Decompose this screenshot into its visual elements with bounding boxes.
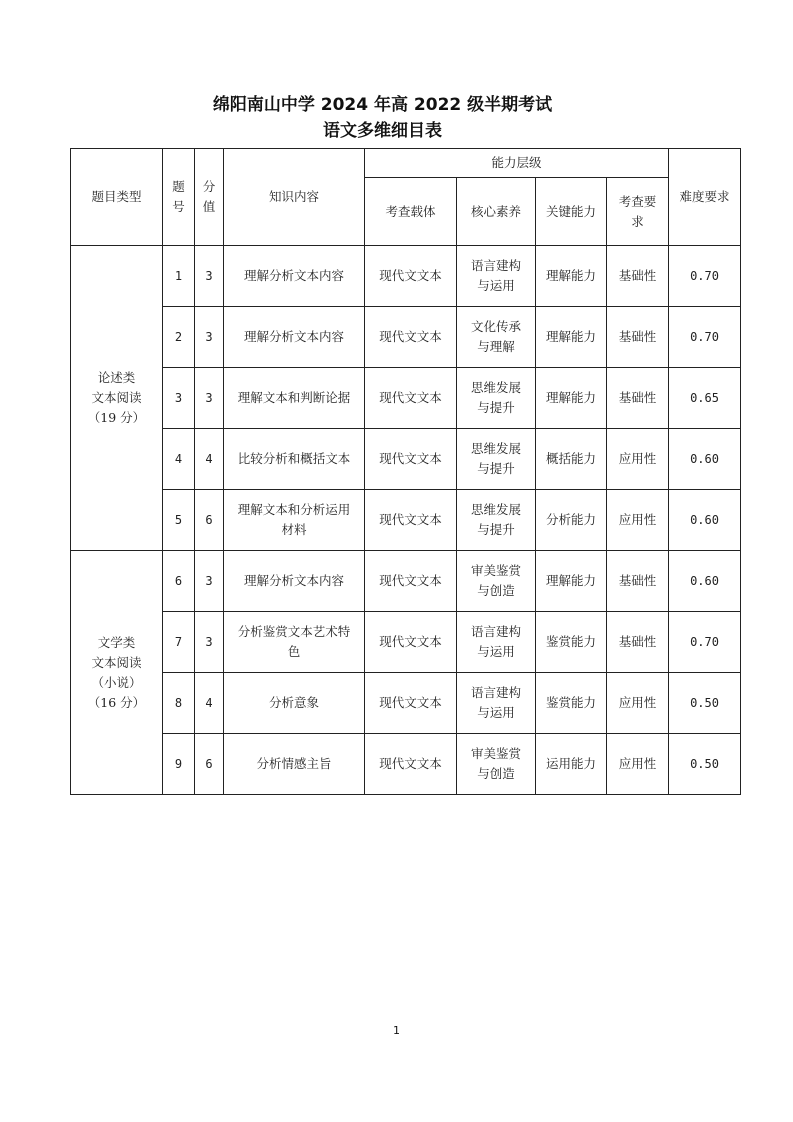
question-number: 7 [163,612,195,673]
key-ability: 概括能力 [536,429,607,490]
question-number: 2 [163,307,195,368]
key-ability: 鉴赏能力 [536,612,607,673]
knowledge-content: 分析情感主旨 [224,734,365,795]
table-row [71,429,741,490]
core-literacy: 语言建构 与运用 [457,246,536,307]
question-score: 3 [195,612,224,673]
question-type-cell: 论述类 文本阅读 （19 分） [71,246,163,551]
core-literacy: 思维发展 与提升 [457,429,536,490]
table-row [71,612,741,673]
question-score: 3 [195,368,224,429]
knowledge-content: 理解分析文本内容 [224,551,365,612]
document-title: 绵阳南山中学 2024 年高 2022 级半期考试 [212,95,553,115]
knowledge-content: 理解分析文本内容 [224,246,365,307]
question-score: 6 [195,734,224,795]
question-number: 1 [163,246,195,307]
key-ability: 理解能力 [536,246,607,307]
core-literacy: 审美鉴赏 与创造 [457,734,536,795]
question-score: 4 [195,673,224,734]
core-literacy: 思维发展 与提升 [457,490,536,551]
question-number: 9 [163,734,195,795]
test-carrier: 现代文文本 [365,673,457,734]
question-score: 4 [195,429,224,490]
table-row [71,307,741,368]
question-number: 4 [163,429,195,490]
test-carrier: 现代文文本 [365,429,457,490]
table-row [71,673,741,734]
key-ability: 理解能力 [536,551,607,612]
key-ability: 理解能力 [536,368,607,429]
document-subtitle: 语文多维细目表 [323,121,442,141]
table-row [71,490,741,551]
knowledge-content: 分析意象 [224,673,365,734]
test-carrier: 现代文文本 [365,307,457,368]
difficulty-value: 0.50 [669,673,741,734]
difficulty-value: 0.70 [669,246,741,307]
test-carrier: 现代文文本 [365,551,457,612]
core-literacy: 语言建构 与运用 [457,673,536,734]
key-ability: 运用能力 [536,734,607,795]
difficulty-value: 0.60 [669,429,741,490]
test-requirement: 应用性 [607,673,669,734]
difficulty-value: 0.60 [669,490,741,551]
difficulty-value: 0.60 [669,551,741,612]
test-requirement: 基础性 [607,551,669,612]
table-row [71,551,741,612]
table-row [71,734,741,795]
header-carrier: 考查载体 [365,178,457,246]
difficulty-value: 0.65 [669,368,741,429]
header-score: 分 值 [195,149,224,246]
header-requirement: 考查要 求 [607,178,669,246]
header-literacy: 核心素养 [457,178,536,246]
question-number: 5 [163,490,195,551]
core-literacy: 语言建构 与运用 [457,612,536,673]
test-requirement: 基础性 [607,307,669,368]
header-row-1 [71,149,741,178]
core-literacy: 审美鉴赏 与创造 [457,551,536,612]
knowledge-content: 理解文本和判断论据 [224,368,365,429]
test-requirement: 基础性 [607,368,669,429]
knowledge-content: 比较分析和概括文本 [224,429,365,490]
question-score: 6 [195,490,224,551]
question-score: 3 [195,246,224,307]
difficulty-value: 0.70 [669,612,741,673]
question-number: 6 [163,551,195,612]
test-carrier: 现代文文本 [365,490,457,551]
header-knowledge: 知识内容 [224,149,365,246]
question-number: 8 [163,673,195,734]
key-ability: 鉴赏能力 [536,673,607,734]
test-requirement: 应用性 [607,734,669,795]
table-row [71,246,741,307]
page-number: 1 [393,1024,400,1037]
header-type: 题目类型 [71,149,163,246]
table-row [71,368,741,429]
test-carrier: 现代文文本 [365,734,457,795]
test-requirement: 应用性 [607,490,669,551]
header-ability-group: 能力层级 [365,149,669,178]
core-literacy: 思维发展 与提升 [457,368,536,429]
test-carrier: 现代文文本 [365,612,457,673]
question-number: 3 [163,368,195,429]
difficulty-value: 0.50 [669,734,741,795]
test-carrier: 现代文文本 [365,368,457,429]
question-score: 3 [195,551,224,612]
key-ability: 理解能力 [536,307,607,368]
header-difficulty: 难度要求 [669,149,741,246]
header-key-ability: 关键能力 [536,178,607,246]
question-score: 3 [195,307,224,368]
test-requirement: 基础性 [607,612,669,673]
test-requirement: 应用性 [607,429,669,490]
difficulty-value: 0.70 [669,307,741,368]
knowledge-content: 理解分析文本内容 [224,307,365,368]
question-type-cell: 文学类 文本阅读 （小说） （16 分） [71,551,163,795]
test-requirement: 基础性 [607,246,669,307]
spec-table [70,148,741,795]
knowledge-content: 理解文本和分析运用 材料 [224,490,365,551]
test-carrier: 现代文文本 [365,246,457,307]
header-num: 题 号 [163,149,195,246]
key-ability: 分析能力 [536,490,607,551]
core-literacy: 文化传承 与理解 [457,307,536,368]
knowledge-content: 分析鉴赏文本艺术特 色 [224,612,365,673]
